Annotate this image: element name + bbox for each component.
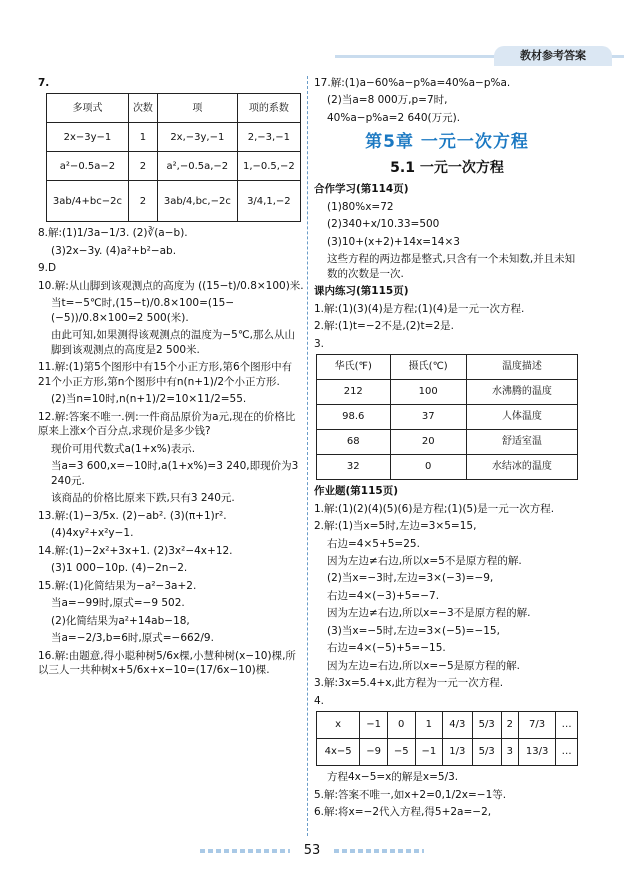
table-header: 华氏(℉) [317,355,391,380]
table-header: 次数 [128,94,157,123]
table-cell: 68 [317,430,391,455]
left-column [38,76,304,681]
table-row [317,430,578,455]
q10-line3: 由此可知,如果测得该观测点的温度为−5℃,那么从山脚到该观测点的高度是2 500米. [51,329,295,356]
table-row [47,181,301,222]
q12-line3: 当a=3 600,x=−10时,a(1+x%)=3 240,即现价为3 240元. [51,460,299,487]
hw-line: 4. [314,694,325,707]
table-cell: … [556,739,578,766]
table-cell: 2x−3y−1 [47,123,129,152]
table-row [317,712,578,739]
coop-line: 这些方程的两边都是整式,只含有一个未知数,并且未知数的次数是一次. [327,253,576,280]
table-row [317,380,578,405]
table-cell: 212 [317,380,391,405]
table-cell: 1 [128,123,157,152]
q12-line2: 现价可用代数式a(1+x%)表示. [51,442,196,455]
table-cell: 水沸腾的温度 [466,380,577,405]
page-header [335,46,624,68]
table-row [47,123,301,152]
page-footer [0,842,624,862]
inclass-line: 1.解:(1)(3)(4)是方程;(1)(4)是一元一次方程. [314,302,525,315]
temperature-table [316,354,578,480]
hw-line: 右边=4×5+5=25. [327,537,420,550]
table-cell: 1/3 [443,739,472,766]
table-cell: 4x−5 [317,739,360,766]
section-title: 5.1 一元一次方程 [390,159,504,176]
table-cell: 2,−3,−1 [237,123,300,152]
header-tab: 教材参考答案 [494,46,612,66]
inclass-line: 3. [314,337,325,350]
hw-line: 1.解:(1)(2)(4)(5)(6)是方程;(1)(5)是一元一次方程. [314,502,555,515]
table-cell: 2 [501,712,518,739]
table-cell: 37 [390,405,466,430]
tail-line: 方程4x−5=x的解是x=5/3. [327,771,459,784]
table-cell: … [556,712,578,739]
hw-line: 3.解:3x=5.4+x,此方程为一元一次方程. [314,677,504,690]
coop-line: (1)80%x=72 [327,200,394,213]
page-number: 53 [303,843,321,858]
tail-line: 6.解:将x=−2代入方程,得5+2a=−2, [314,806,492,819]
q15-line2: 当a=−99时,原式=−9 502. [51,597,185,610]
table-cell: x [317,712,360,739]
table-cell: 98.6 [317,405,391,430]
q16-line1: 16.解:由题意,得小聪种树5/6x棵,小慧种树(x−10)棵,所以三人一共种树x+5/6x+x−10=(17/6x−10)棵. [38,649,296,677]
table-cell: 4/3 [443,712,472,739]
hw-line: 因为左边≠右边,所以x=−3不是原方程的解. [327,607,531,620]
table-cell: 5/3 [472,712,501,739]
q9-line: 9.D [38,262,57,275]
table-cell: −5 [387,739,415,766]
chapter-title: 第5章 一元一次方程 [365,132,529,153]
coop-line: (3)10+(x+2)+14x=14×3 [327,235,460,248]
q10-line1: 10.解:从山脚到该观测点的高度为 ((15−t)/0.8×100)米. [38,279,304,292]
table-cell: 5/3 [472,739,501,766]
value-table [316,711,578,766]
table-header: 项的系数 [237,94,300,123]
hw-line: (3)当x=−5时,左边=3×(−5)=−15, [327,624,500,637]
q13-line1: 13.解:(1)−3/5x. (2)−ab². (3)(π+1)r². [38,509,227,522]
q12-line4: 该商品的价格比原来下跌,只有3 240元. [51,492,235,505]
q8-line2: (3)2x−3y. (4)a²+b²−ab. [51,244,177,257]
column-divider [307,76,308,836]
table-cell: 7/3 [518,712,555,739]
table-cell: 3/4,1,−2 [237,181,300,222]
polynomial-table [46,93,301,222]
q15-line1: 15.解:(1)化简结果为−a²−3a+2. [38,579,197,592]
hw-line: (2)当x=−3时,左边=3×(−3)=−9, [327,572,494,585]
q14-line1: 14.解:(1)−2x²+3x+1. (2)3x²−4x+12. [38,544,233,557]
q13-line2: (4)4xy²+x²y−1. [51,527,134,540]
table-cell: 2 [128,181,157,222]
table-cell: 1,−0.5,−2 [237,152,300,181]
q17-line3: 40%a−p%a=2 640(万元). [327,111,461,124]
table-cell: 2x,−3y,−1 [157,123,237,152]
table-header-row [47,94,301,123]
footer-dots-left [200,849,290,853]
q10-line2: 当t=−5℃时,(15−t)/0.8×100=(15−(−5))/0.8×100=2 500(米). [51,297,235,324]
hw-line: 右边=4×(−5)+5=−15. [327,642,446,655]
q11-line2: (2)当n=10时,n(n+1)/2=10×11/2=55. [51,393,247,406]
table-cell: 100 [390,380,466,405]
table-cell: −9 [360,739,388,766]
footer-dots-right [334,849,424,853]
q8-line1: 8.解:(1)1/3a−1/3. (2)∛(a−b). [38,227,188,240]
tail-line: 5.解:答案不唯一,如x+2=0,1/2x=−1等. [314,788,507,801]
table-cell: 3 [501,739,518,766]
table-cell: −1 [415,739,443,766]
inclass-line: 2.解:(1)t=−2不是,(2)t=2是. [314,320,454,333]
table-cell: 人体温度 [466,405,577,430]
hw-line: 因为左边≠右边,所以x=5不是原方程的解. [327,555,522,567]
q12-line1: 12.解:答案不唯一.例:一件商品原价为a元,现在的价格比原来上涨x个百分点,求现价是多少钱? [38,410,296,438]
q14-line2: (3)1 000−10p. (4)−2n−2. [51,562,188,575]
hw-line: 右边=4×(−3)+5=−7. [327,589,440,602]
table-header: 温度描述 [466,355,577,380]
table-cell: 13/3 [518,739,555,766]
table-cell: a²,−0.5a,−2 [157,152,237,181]
table-row [317,739,578,766]
coop-heading: 合作学习(第114页) [314,183,409,196]
table-cell: a²−0.5a−2 [47,152,129,181]
q11-line1: 11.解:(1)第5个图形中有15个小正方形,第6个图形中有21个小正方形,第n个图形中有n(n+1)/2个小正方形. [38,361,293,388]
q17-line2: (2)当a=8 000万,p=7时, [327,94,448,107]
table-row [47,152,301,181]
q15-line4: 当a=−2/3,b=6时,原式=−662/9. [51,632,214,645]
table-row [317,405,578,430]
q15-line3: (2)化简结果为a²+14ab−18, [51,614,190,627]
table-row [317,455,578,480]
coop-line: (2)340+x/10.33=500 [327,218,440,231]
table-cell: 水结冰的温度 [466,455,577,480]
table-header-row [317,355,578,380]
table-cell: 舒适室温 [466,430,577,455]
table-cell: 32 [317,455,391,480]
homework-heading: 作业题(第115页) [314,485,399,498]
table-cell: 3ab/4+bc−2c [47,181,129,222]
q17-line1: 17.解:(1)a−60%a−p%a=40%a−p%a. [314,77,511,89]
table-header: 项 [157,94,237,123]
hw-line: 因为左边=右边,所以x=−5是原方程的解. [327,659,520,672]
table-cell: 3ab/4,bc,−2c [157,181,237,222]
table-cell: 1 [415,712,443,739]
table-cell: 20 [390,430,466,455]
table-cell: −1 [360,712,388,739]
q7-label: 7. [38,77,50,89]
table-cell: 0 [387,712,415,739]
inclass-heading: 课内练习(第115页) [314,285,409,298]
table-cell: 0 [390,455,466,480]
table-header: 摄氏(℃) [390,355,466,380]
right-column [314,76,580,823]
hw-line: 2.解:(1)当x=5时,左边=3×5=15, [314,520,477,533]
table-cell: 2 [128,152,157,181]
table-header: 多项式 [47,94,129,123]
